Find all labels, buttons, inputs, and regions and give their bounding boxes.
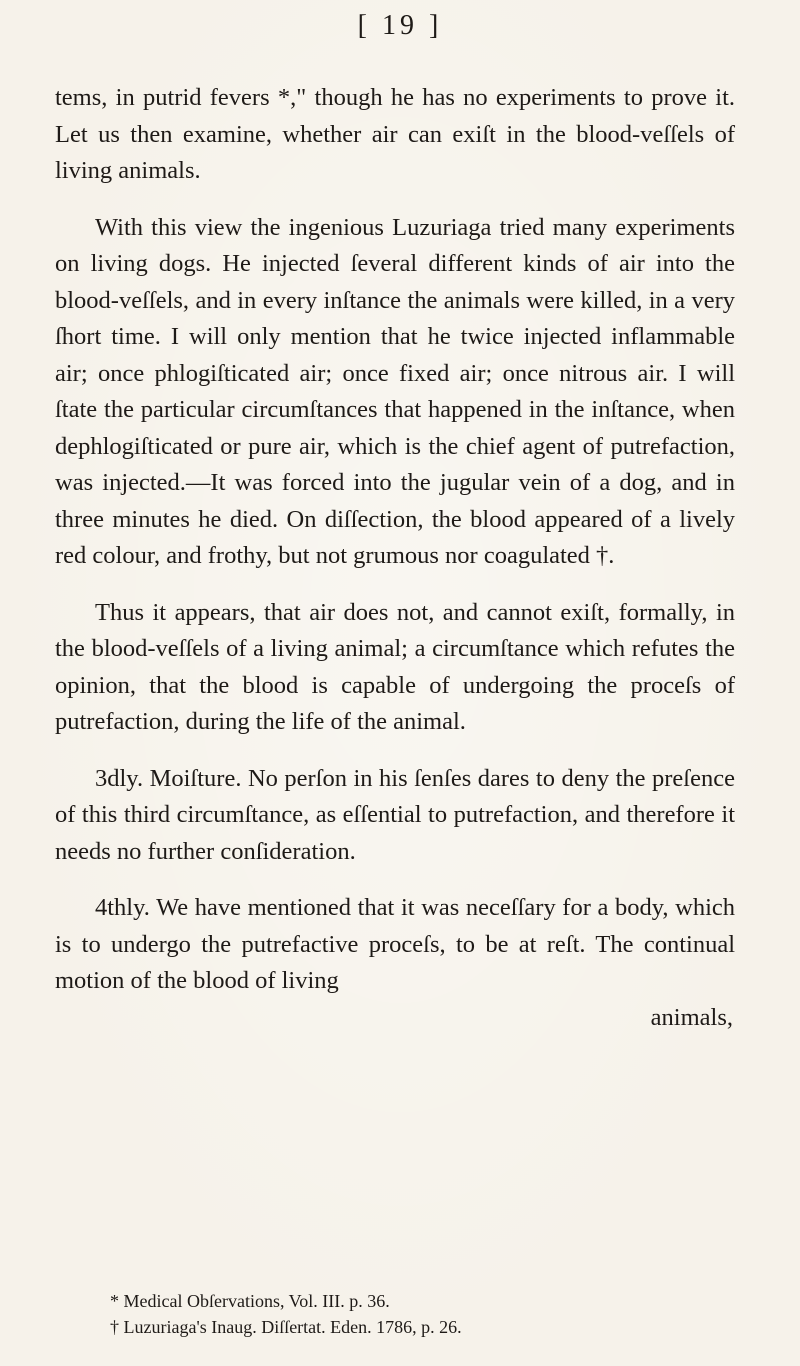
- body-text: [55, 80, 735, 1036]
- paragraph-luzuriaga-experiments: With this view the ingenious Luzuriaga tried many experiments on living dogs. He injected ſeveral different kinds of air into the blood-veſſels, and in every inſtance the animals were killed, in a very ſhort time. I will only mention that he twice injected inflammable air; once phlogiſticated air; once fixed air; once nitrous air. I will ſtate the particular circumſtances that happened in the inſtance, when dephlogiſticated or pure air, which is the chief agent of putrefaction, was injected.—It was forced into the jugular vein of a dog, and in three minutes he died. On diſſection, the blood appeared of a lively red colour, and frothy, but not grumous nor coagulated †.: [55, 213, 735, 569]
- footnote-medical-observations: * Medical Obſervations, Vol. III. p. 36.: [110, 1291, 390, 1311]
- paragraph-moisture: 3dly. Moiſture. No perſon in his ſenſes dares to deny the preſence of this third circumſtance, as eſſential to putrefaction, and therefore it needs no further conſideration.: [55, 764, 735, 865]
- footnotes: [110, 1288, 730, 1340]
- page-number: [ 19 ]: [357, 10, 443, 41]
- paragraph-rest: 4thly. We have mentioned that it was neceſſary for a body, which is to undergo the putrefactive proceſs, to be at reſt. The continual motion of the blood of living: [55, 894, 735, 994]
- catchword: animals,: [650, 1003, 733, 1031]
- paragraph-continuation: tems, in putrid fevers *," though he has no experiments to prove it. Let us then examine, whether air can exiſt in the blood-veſſels of living animals.: [55, 84, 735, 184]
- paragraph-air-conclusion: Thus it appears, that air does not, and cannot exiſt, formally, in the blood-veſſels of a living animal; a circumſtance which refutes the opinion, that the blood is capable of undergoing the proceſs of putrefaction, during the life of the animal.: [55, 598, 735, 735]
- footnote-luzuriaga-dissertation: † Luzuriaga's Inaug. Diſſertat. Eden. 1786, p. 26.: [110, 1317, 462, 1337]
